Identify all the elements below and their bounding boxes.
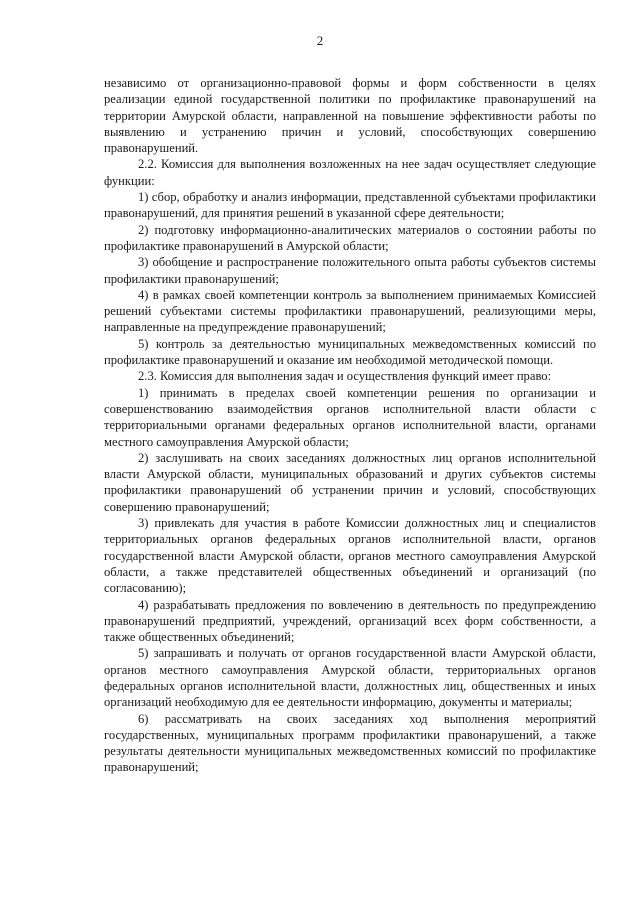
- paragraph: 1) принимать в пределах своей компетенции решения по организации и совершенствованию взаимодействия органов исполнительной власти области с территориальными органами федеральных органов исполнительной власти, органами местного самоуправления Амурской области;: [104, 385, 596, 449]
- paragraph: 4) разрабатывать предложения по вовлечению в деятельность по предупреждению правонарушений предприятий, учреждений, организаций всех форм собственности, а также общественных объединений;: [104, 597, 596, 645]
- page-number: 2: [316, 33, 324, 48]
- paragraph: независимо от организационно-правовой формы и форм собственности в целях реализации единой государственной политики по профилактике правонарушений на территории Амурской области, направленной на повышение эффективности работы по выявлению и устранению причин и условий, способствующих совершению правонарушений.: [104, 76, 596, 156]
- paragraph: 1) сбор, обработку и анализ информации, представленной субъектами профилактики правонарушений, для принятия решений в указанной сфере деятельности;: [104, 190, 596, 221]
- paragraph: 3) обобщение и распространение положительного опыта работы субъектов системы профилактики правонарушений;: [104, 255, 596, 286]
- paragraph: 2.2. Комиссия для выполнения возложенных на нее задач осуществляет следующие функции:: [104, 157, 596, 188]
- paragraph: 5) контроль за деятельностью муниципальных межведомственных комиссий по профилактике правонарушений и оказание им необходимой методической помощи.: [104, 336, 596, 368]
- paragraph: 2.3. Комиссия для выполнения задач и осуществления функций имеет право:: [138, 369, 552, 384]
- paragraph: 2) подготовку информационно-аналитических материалов о состоянии работы по профилактике правонарушений в Амурской области;: [104, 222, 596, 253]
- document-body: [104, 75, 596, 776]
- paragraph: 3) привлекать для участия в работе Комиссии должностных лиц и специалистов территориальных органов федеральных органов исполнительной власти, органов государственной власти Амурской области, органов местного самоуправления Амурской области, а также представителей общественных объединений и организаций (по согласованию);: [104, 516, 596, 596]
- paragraph: 6) рассматривать на своих заседаниях ход выполнения мероприятий государственных, муниципальных программ профилактики правонарушений, а также результаты деятельности муниципальных межведомственных комиссий по профилактике правонарушений;: [104, 711, 596, 775]
- paragraph: 2) заслушивать на своих заседаниях должностных лиц органов исполнительной власти Амурской области, муниципальных образований и других субъектов системы профилактики правонарушений об устранении причин и условий, способствующих совершению правонарушений;: [104, 450, 596, 514]
- paragraph: 5) запрашивать и получать от органов государственной власти Амурской области, органов местного самоуправления Амурской области, территориальных органов федеральных органов исполнительной власти, должностных лиц, общественных и иных организаций необходимую для ее деятельности информацию, документы и материалы;: [104, 646, 596, 710]
- paragraph: 4) в рамках своей компетенции контроль за выполнением принимаемых Комиссией решений субъектами системы профилактики правонарушений, реализующими меры, направленные на предупреждение правонарушений;: [104, 287, 596, 335]
